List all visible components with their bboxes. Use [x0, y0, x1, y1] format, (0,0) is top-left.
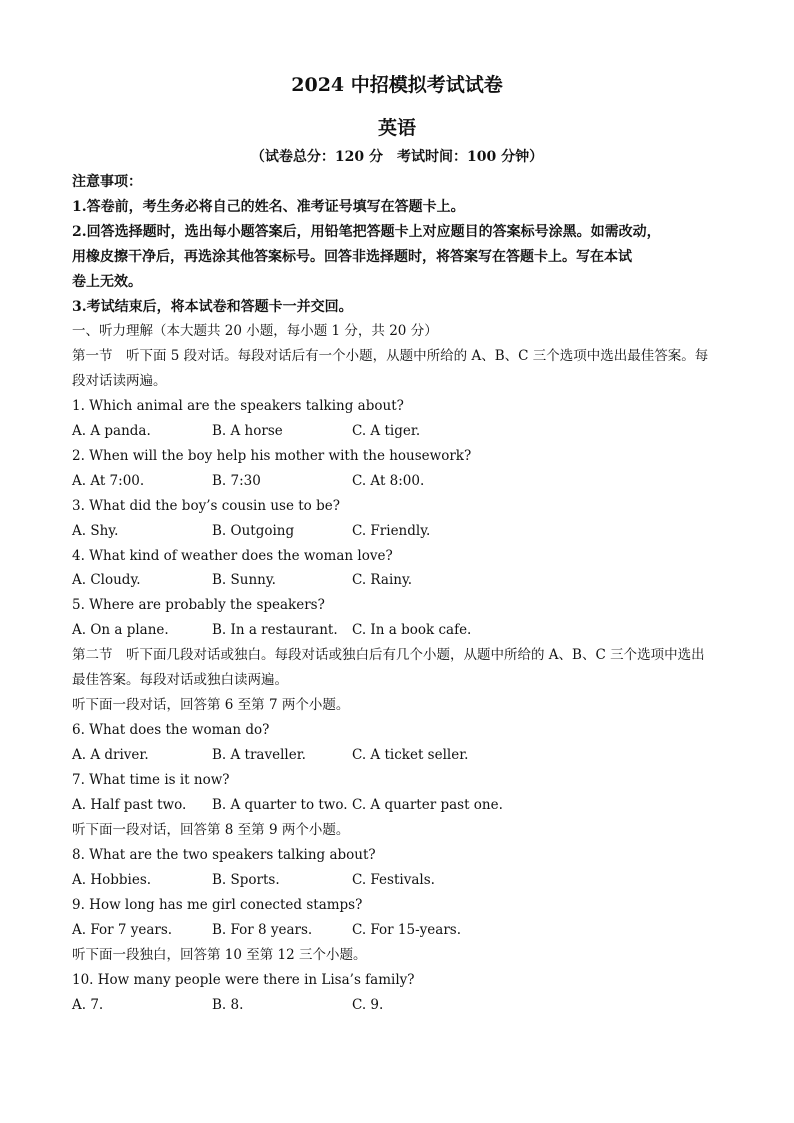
notice-item-2-line-2: 用橡皮擦干净后，再选涂其他答案标号。回答非选择题时，将答案写在答题卡上。写在本试 [72, 249, 632, 265]
question-4-option-b: B. Sunny. [212, 572, 276, 588]
question-2: 2. When will the boy help his mother with the housework? [72, 448, 472, 464]
question-7: 7. What time is it now? [72, 772, 230, 788]
subject-title: 英语 [377, 117, 416, 139]
notice-heading: 注意事项： [72, 174, 142, 190]
question-9-option-b: B. For 8 years. [212, 922, 313, 938]
question-6-option-a: A. A driver. [72, 747, 149, 763]
question-8-option-c: C. Festivals. [352, 872, 435, 888]
question-1-option-a: A. A panda. [72, 423, 151, 439]
question-5-option-b: B. In a restaurant. [212, 622, 338, 638]
exam-title: 2024 中招模拟考试试卷 [291, 74, 503, 96]
section1-instruction-line-1: 第一节 听下面 5 段对话。每段对话后有一个小题，从题中所给的 A、B、C 三个选项中选出最佳答案。每 [72, 348, 709, 364]
monologue-instruction-10-12: 听下面一段独白，回答第 10 至第 12 三个小题。 [72, 947, 367, 963]
question-5: 5. Where are probably the speakers? [72, 597, 325, 613]
question-4: 4. What kind of weather does the woman love? [72, 548, 393, 564]
notice-item-2-line-1: 2.回答选择题时，选出每小题答案后，用铅笔把答题卡上对应题目的答案标号涂黑。如需改动， [72, 224, 661, 240]
question-3: 3. What did the boy’s cousin use to be? [72, 498, 340, 514]
question-6-option-c: C. A ticket seller. [352, 747, 469, 763]
question-1: 1. Which animal are the speakers talking about? [72, 398, 404, 414]
question-8: 8. What are the two speakers talking about? [72, 847, 376, 863]
question-1-option-b: B. A horse [212, 423, 283, 439]
section2-instruction-line-2: 最佳答案。每段对话或独白读两遍。 [72, 672, 288, 688]
exam-info: （试卷总分：120 分 考试时间：100 分钟） [250, 149, 544, 165]
question-2-option-c: C. At 8:00. [352, 473, 425, 489]
question-10-option-c: C. 9. [352, 997, 384, 1013]
question-5-option-a: A. On a plane. [72, 622, 169, 638]
question-10-option-b: B. 8. [212, 997, 244, 1013]
notice-item-3: 3.考试结束后，将本试卷和答题卡一并交回。 [72, 299, 353, 315]
question-5-option-c: C. In a book cafe. [352, 622, 472, 638]
question-7-option-b: B. A quarter to two. [212, 797, 348, 813]
part1-heading: 一、听力理解（本大题共 20 小题，每小题 1 分，共 20 分） [72, 323, 438, 339]
question-4-option-c: C. Rainy. [352, 572, 413, 588]
question-3-option-c: C. Friendly. [352, 523, 431, 539]
question-2-option-b: B. 7:30 [212, 473, 261, 489]
question-9-option-c: C. For 15-years. [352, 922, 462, 938]
question-10: 10. How many people were there in Lisa’s family? [72, 972, 415, 988]
question-4-option-a: A. Cloudy. [72, 572, 141, 588]
question-2-option-a: A. At 7:00. [72, 473, 145, 489]
section2-instruction-line-1: 第二节 听下面几段对话或独白。每段对话或独白后有几个小题，从题中所给的 A、B、C 三个选项中选出 [72, 647, 705, 663]
question-8-option-a: A. Hobbies. [72, 872, 152, 888]
dialogue-instruction-6-7: 听下面一段对话，回答第 6 至第 7 两个小题。 [72, 697, 350, 713]
dialogue-instruction-8-9: 听下面一段对话，回答第 8 至第 9 两个小题。 [72, 822, 350, 838]
question-7-option-a: A. Half past two. [72, 797, 187, 813]
question-6: 6. What does the woman do? [72, 722, 270, 738]
notice-item-1: 1.答卷前，考生务必将自己的姓名、准考证号填写在答题卡上。 [72, 199, 465, 215]
question-7-option-c: C. A quarter past one. [352, 797, 503, 813]
question-8-option-b: B. Sports. [212, 872, 280, 888]
question-3-option-a: A. Shy. [72, 523, 119, 539]
notice-item-2-line-3: 卷上无效。 [72, 274, 142, 290]
question-3-option-b: B. Outgoing [212, 523, 295, 539]
question-1-option-c: C. A tiger. [352, 423, 421, 439]
question-10-option-a: A. 7. [72, 997, 104, 1013]
section1-instruction-line-2: 段对话读两遍。 [72, 373, 167, 389]
question-9: 9. How long has me girl conected stamps? [72, 897, 363, 913]
question-6-option-b: B. A traveller. [212, 747, 306, 763]
question-9-option-a: A. For 7 years. [72, 922, 173, 938]
